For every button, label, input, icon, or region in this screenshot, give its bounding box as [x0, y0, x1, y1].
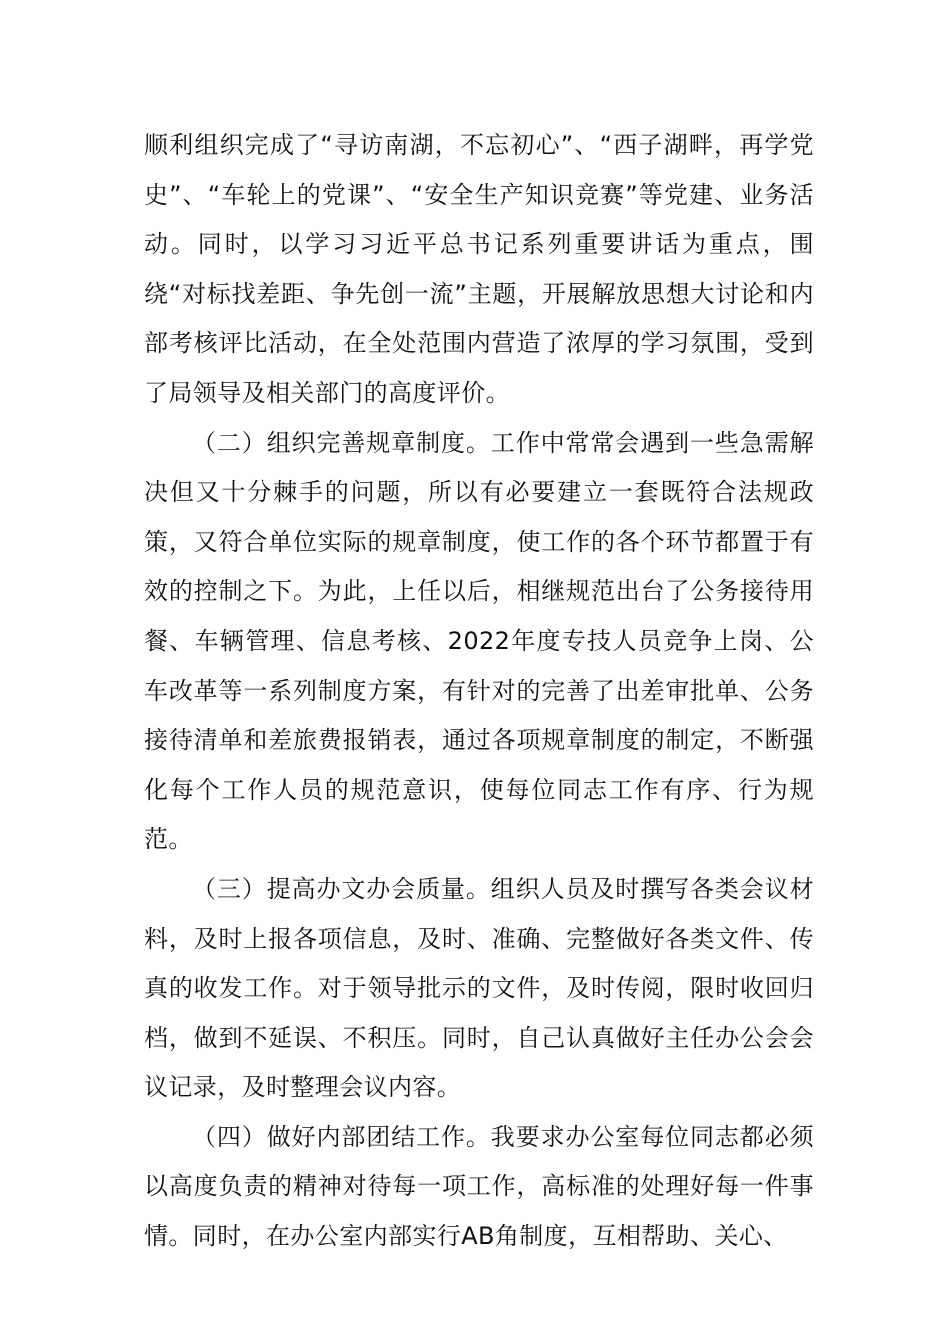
body-text [144, 121, 814, 1262]
paragraph-rules-and-regulations: （二）组织完善规章制度。工作中常常会遇到一些急需解决但又十分棘手的问题，所以有必要建立一套既符合法规政策，又符合单位实际的规章制度，使工作的各个环节都置于有效的控制之下。为此，上任以后，相继规范出台了公务接待用餐、车辆管理、信息考核、2022年度专技人员竞争上岗、公车改革等一系列制度方案，有针对的完善了出差审批单、公务接待清单和差旅费报销表，通过各项规章制度的制定，不断强化每个工作人员的规范意识，使每位同志工作有序、行为规范。 [144, 428, 814, 854]
paragraph-continuation: 顺利组织完成了“寻访南湖，不忘初心”、“西子湖畔，再学党史”、“车轮上的党课”、“安全生产知识竞赛”等党建、业务活动。同时，以学习习近平总书记系列重要讲话为重点，围绕“对标找差距、争先创一流”主题，开展解放思想大讨论和内部考核评比活动，在全处范围内营造了浓厚的学习氛围，受到了局领导及相关部门的高度评价。 [144, 131, 814, 407]
paragraph-document-and-meeting-quality: （三）提高办文办会质量。组织人员及时撰写各类会议材料，及时上报各项信息，及时、准确、完整做好各类文件、传真的收发工作。对于领导批示的文件，及时传阅，限时收回归档，做到不延误、不积压。同时，自己认真做好主任办公会会议记录，及时整理会议内容。 [144, 874, 814, 1102]
paragraph-internal-unity: （四）做好内部团结工作。我要求办公室每位同志都必须以高度负责的精神对待每一项工作，高标准的处理好每一件事情。同时，在办公室内部实行AB角制度，互相帮助、关心、 [144, 1122, 814, 1251]
